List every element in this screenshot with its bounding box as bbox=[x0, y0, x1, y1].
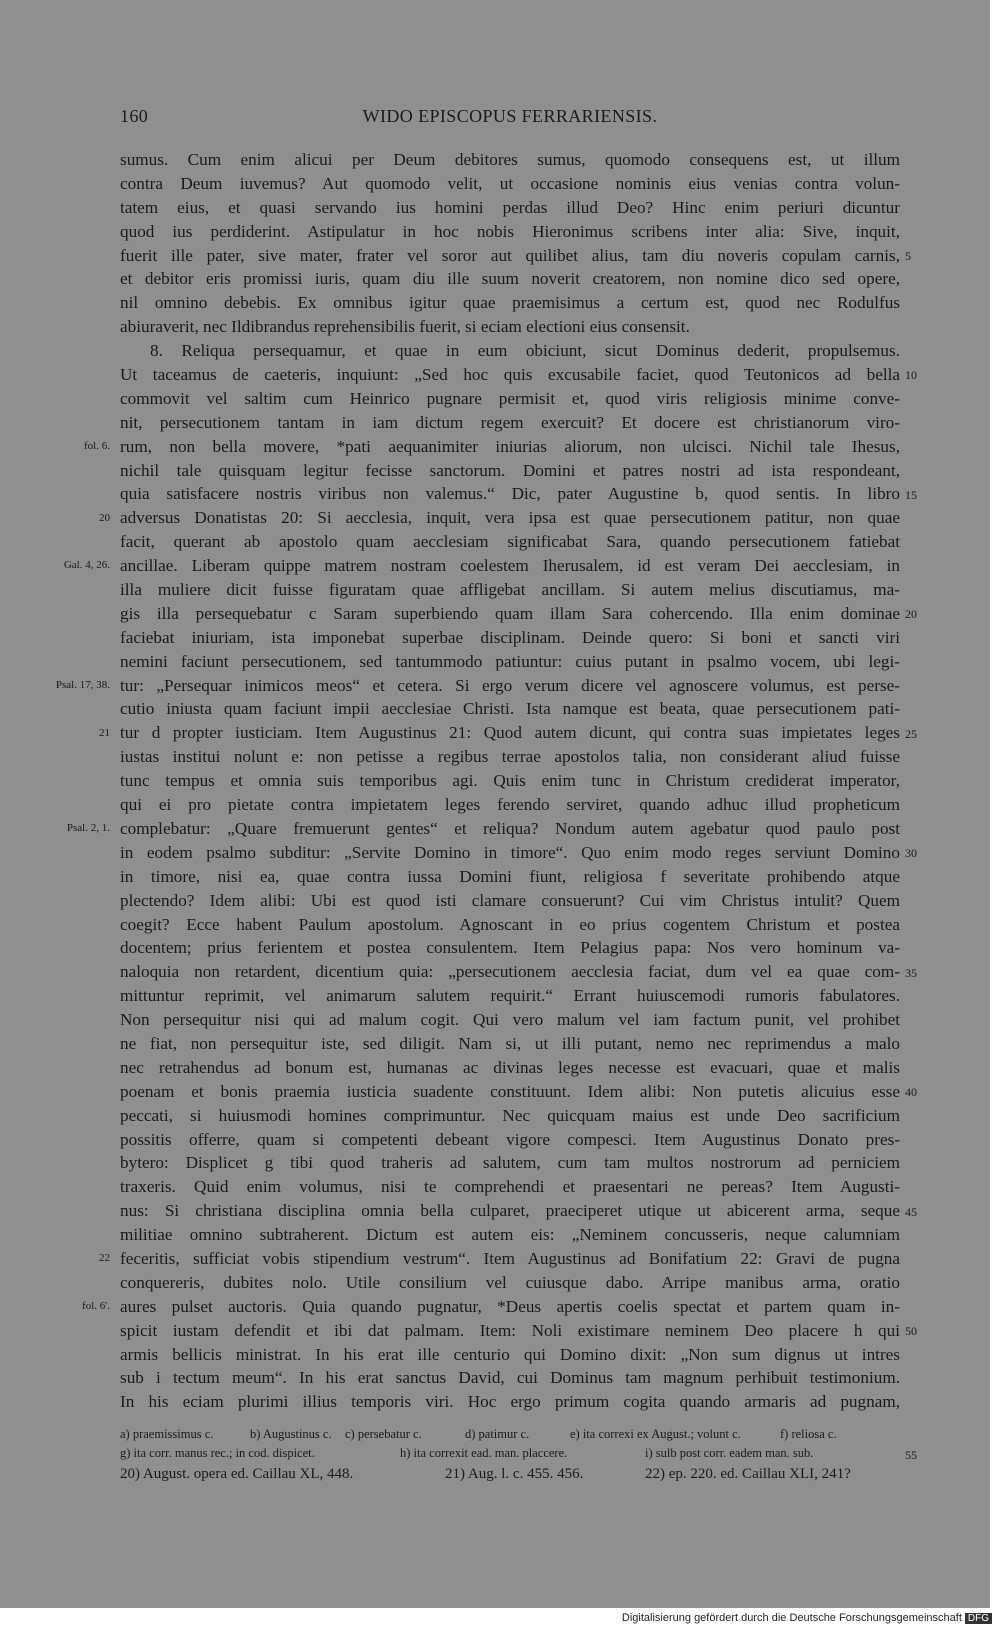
text-line: et debitor eris promissi iuris, quam diu ille suum noverit creatorem, non nomine dico sed opere, bbox=[120, 269, 900, 289]
text-line: iustas institui nolunt e: non petisse a regibus terrae apostolos talia, non considerant aliud fuisse bbox=[120, 747, 900, 767]
text-line: illa muliere dicit fuisse figuratam quae affligebat ancillam. Si autem melius discutiamus, ma- bbox=[120, 580, 900, 600]
line-number: 30 bbox=[905, 846, 917, 861]
text-line: conquereris, dubites nolo. Utile consilium vel cuiusque dabo. Arripe manibus arma, oratio bbox=[120, 1272, 900, 1292]
text-line: tunc tempus et omnia suis temporibus agi. Quis enim tunc in Christum crediderat imperator, bbox=[120, 771, 900, 791]
text-line: rum, non bella movere, *pati aequanimiter iniurias aliorum, non ulcisci. Nichil tale Ihesus, bbox=[120, 436, 900, 456]
text-line: nil omnino debebis. Ex omnibus igitur quae praemisimus a certum est, quod nec Rodulfus bbox=[120, 293, 900, 313]
text-line: abiuraverit, nec Ildibrandus reprehensibilis fuerit, si eciam electioni eius consensit. bbox=[120, 317, 690, 337]
margin-reference: 22 bbox=[99, 1252, 110, 1265]
line-number: 50 bbox=[905, 1324, 917, 1339]
margin-reference: fol. 6. bbox=[84, 439, 110, 452]
text-line: bytero: Displicet g tibi quod traheris ad salutem, cum tam multos nostrorum ad perniciem bbox=[120, 1153, 900, 1173]
text-line: fuerit ille pater, sive mater, frater vel soror aut quilibet alius, tam diu noveris copulam carnis, bbox=[120, 245, 900, 265]
footnote: a) praemissimus c. bbox=[120, 1427, 214, 1441]
footnote: d) patimur c. bbox=[465, 1427, 530, 1441]
page-number: 160 bbox=[120, 106, 149, 126]
line-number: 5 bbox=[905, 248, 911, 263]
text-line: tur d propter iusticiam. Item Augustinus 21: Quod autem dicunt, qui contra suas impietates leges bbox=[120, 723, 900, 743]
text-line: naloquia non retardent, dicentium quia: „persecutionem aecclesia faciat, dum vel ea quae com- bbox=[120, 962, 900, 982]
text-line: sumus. Cum enim alicui per Deum debitores sumus, quomodo consequens est, ut illum bbox=[120, 150, 900, 169]
text-line: peccati, si huiusmodi homines comprimuntur. Nec quicquam maius est unde Deo sacrificium bbox=[120, 1105, 900, 1125]
text-line: 8. Reliqua persequamur, et quae in eum obiciunt, sicut Dominus dederit, propulsemus. bbox=[150, 341, 900, 361]
text-line: traxeris. Quid enim volumus, nisi te comprehendi et praesentari ne pereas? Item Augusti- bbox=[120, 1177, 900, 1197]
line-number: 25 bbox=[905, 726, 917, 741]
text-line: coegit? Ecce habent Paulum apostolum. Agnoscant in eo prius cogentem Christum et postea bbox=[120, 914, 900, 934]
footnote: c) persebatur c. bbox=[345, 1427, 422, 1441]
text-line: nec retrahendus ad bonum est, humanas ac divinas leges necesse est evacuari, quae et malis bbox=[120, 1057, 900, 1077]
text-line: nus: Si christiana disciplina omnia bella culparet, praeciperet utique ut abicerent arma, seque bbox=[120, 1201, 900, 1221]
text-line: feceritis, sufficiat vobis stipendium vestrum“. Item Augustinus ad Bonifatium 22: Gravi de pugna bbox=[120, 1248, 900, 1268]
text-line: commovit vel saltim cum Heinrico pugnare permisit et, quod viris religiosis minime conve- bbox=[120, 388, 900, 408]
text-line: cutio iniusta quam faciunt impii aecclesiae Christi. Ista namque est beata, quae persecutionem pati- bbox=[120, 699, 900, 719]
line-number: 45 bbox=[905, 1204, 917, 1219]
text-line: Ut taceamus de caeteris, inquiunt: „Sed hoc quis excusabile faciet, quod Teutonicos ad bella bbox=[120, 365, 900, 385]
text-line: sub i tectum meum“. In his erat sanctus David, cui Dominus tam magnum perhibuit testimonium. bbox=[120, 1368, 900, 1388]
margin-reference: Psal. 2, 1. bbox=[66, 822, 110, 835]
text-line: quod ius perdiderint. Astipulatur in hoc nobis Hieronimus scribens inter alia: Sive, inquit, bbox=[120, 221, 900, 241]
text-line: nichil tale quisquam legitur fecisse sanctorum. Domini et patres nostri ad ista respondeant, bbox=[120, 460, 900, 480]
margin-reference: Gal. 4, 26. bbox=[63, 559, 110, 572]
text-line: quia satisfacere nostris viribus non valemus.“ Dic, pater Augustine b, quod sentis. In libro bbox=[120, 484, 900, 504]
text-line: aures pulset auctoris. Quia quando pugnatur, *Deus apertis coelis spectat et partem quam in- bbox=[120, 1296, 900, 1316]
line-number: 20 bbox=[905, 607, 917, 622]
line-number: 35 bbox=[905, 965, 917, 980]
footnotes bbox=[120, 1425, 900, 1463]
margin-reference: fol. 6'. bbox=[82, 1300, 110, 1313]
footnote: b) Augustinus c. bbox=[250, 1427, 332, 1441]
text-line: in eodem psalmo subditur: „Servite Domino in timore“. Quo enim modo reges serviunt Domino bbox=[120, 842, 900, 862]
running-title: WIDO EPISCOPUS FERRARIENSIS. bbox=[362, 106, 658, 126]
footnote: e) ita correxi ex August.; volunt c. bbox=[570, 1427, 741, 1441]
text-line: contra Deum iuvemus? Aut quomodo velit, ut occasione nominis eius venias contra volun- bbox=[120, 173, 900, 193]
source-note: 20) August. opera ed. Caillau XL, 448. bbox=[120, 1466, 354, 1482]
footnote-row bbox=[120, 1425, 900, 1444]
text-line: ne fiat, non persequitur iste, sed diligit. Nam si, ut illi putant, nemo nec reprimendus a malo bbox=[120, 1033, 900, 1053]
footnote-row bbox=[120, 1444, 900, 1463]
text-line: Non persequitur nisi qui ad malum cogit. Qui vero malum vel iam factum punit, vel prohibet bbox=[120, 1010, 900, 1030]
margin-reference: Psal. 17, 38. bbox=[55, 678, 110, 691]
line-number: 15 bbox=[905, 487, 917, 502]
text-line: nit, persecutionem tantam in iam dictum regem exercuit? Et docere est christianorum viro- bbox=[120, 412, 900, 432]
text-line: mittuntur reprimit, vel animarum salutem requirit.“ Errant huiuscemodi rumoris fabulatores. bbox=[120, 986, 900, 1006]
text-line: tatem eius, et quasi servando ius homini perdas illud Deo? Hinc enim periuri dicuntur bbox=[120, 197, 900, 217]
footnote: g) ita corr. manus rec.; in cod. dispicet. bbox=[120, 1446, 315, 1460]
source-note: 21) Aug. l. c. 455. 456. bbox=[445, 1466, 584, 1482]
text-line: militiae omnino subtraherent. Dictum est autem eis: „Neminem concusseris, neque calumniam bbox=[120, 1225, 900, 1245]
dfg-logo: DFG bbox=[965, 1613, 992, 1624]
text-line: plectendo? Idem alibi: Ubi est quod isti clamare consuerunt? Cui vim Christus intulit? Quem bbox=[120, 890, 900, 910]
text-line: docentem; prius ferientem et postea consulentem. Item Pelagius papa: Nos vero hominum va- bbox=[120, 938, 900, 958]
text-line: possitis offerre, quam si competenti debeant vigore compesci. Item Augustinus Donato pres- bbox=[120, 1129, 900, 1149]
footnote: f) reliosa c. bbox=[780, 1427, 837, 1441]
line-number: 40 bbox=[905, 1085, 917, 1100]
text-line: ancillae. Liberam quippe matrem nostram coelestem Iherusalem, id est veram Dei aecclesiam, in bbox=[120, 556, 900, 576]
text-line: faciebat iniuriam, ista imponebat superbae disciplinam. Deinde quero: Si boni et sancti viri bbox=[120, 627, 900, 647]
digitization-credit bbox=[622, 1612, 992, 1624]
text-line: nemini faciunt persecutionem, sed tantummodo patiuntur: cuius putant in psalmo vocem, ubi legi- bbox=[120, 651, 900, 671]
margin-reference: 21 bbox=[99, 726, 110, 739]
credit-text: Digitalisierung gefördert durch die Deutsche Forschungsgemeinschaft bbox=[621, 1612, 962, 1624]
text-line: poenam et bonis praemia iusticia suadente constituunt. Idem alibi: Non putetis alicuius esse bbox=[120, 1081, 900, 1101]
text-line: spicit iustam defendit et ibi dat palmam. Item: Noli existimare neminem Deo placere h qui bbox=[120, 1320, 900, 1340]
text-line: armis bellicis ministrat. In his erat ille centurio qui Domino dixit: „Non sum dignus ut intres bbox=[120, 1344, 900, 1364]
text-line: In his eciam plurimi illius temporis viri. Hoc ergo primum cogita quando armaris ad pugnam, bbox=[120, 1392, 900, 1412]
footnote: i) sulb post corr. eadem man. sub. bbox=[645, 1446, 814, 1460]
text-line: adversus Donatistas 20: Si aecclesia, inquit, vera ipsa est quae persecutionem patitur, non quae bbox=[120, 508, 900, 528]
text-line: in timore, nisi ea, quae contra iussa Domini fiunt, religiosa f severitate prohibendo atque bbox=[120, 866, 900, 886]
body-text bbox=[120, 148, 900, 1414]
text-line: complebatur: „Quare fremuerunt gentes“ et reliqua? Nondum autem agebatur quod paulo post bbox=[120, 818, 900, 838]
text-line: facit, querant ab apostolo quam aecclesiam significabat Sara, quando persecutionem fatiebat bbox=[120, 532, 900, 552]
margin-reference: 20 bbox=[99, 511, 110, 524]
source-note: 22) ep. 220. ed. Caillau XLI, 241? bbox=[645, 1466, 851, 1482]
footnote: h) ita correxit ead. man. placcere. bbox=[400, 1446, 568, 1460]
line-number: 10 bbox=[905, 368, 917, 383]
text-line: tur: „Persequar inimicos meos“ et cetera. Si ergo verum dicere vel agnoscere volumus, est perse- bbox=[120, 675, 900, 695]
text-line: gis illa persequebatur c Saram superbiendo quam illam Sara cohercendo. Illa enim dominae bbox=[120, 603, 900, 623]
line-number: 55 bbox=[905, 1448, 917, 1462]
text-line: qui ei pro pietate contra impietatem leges ferendo serviret, quando adhuc illud propheticum bbox=[120, 795, 900, 815]
